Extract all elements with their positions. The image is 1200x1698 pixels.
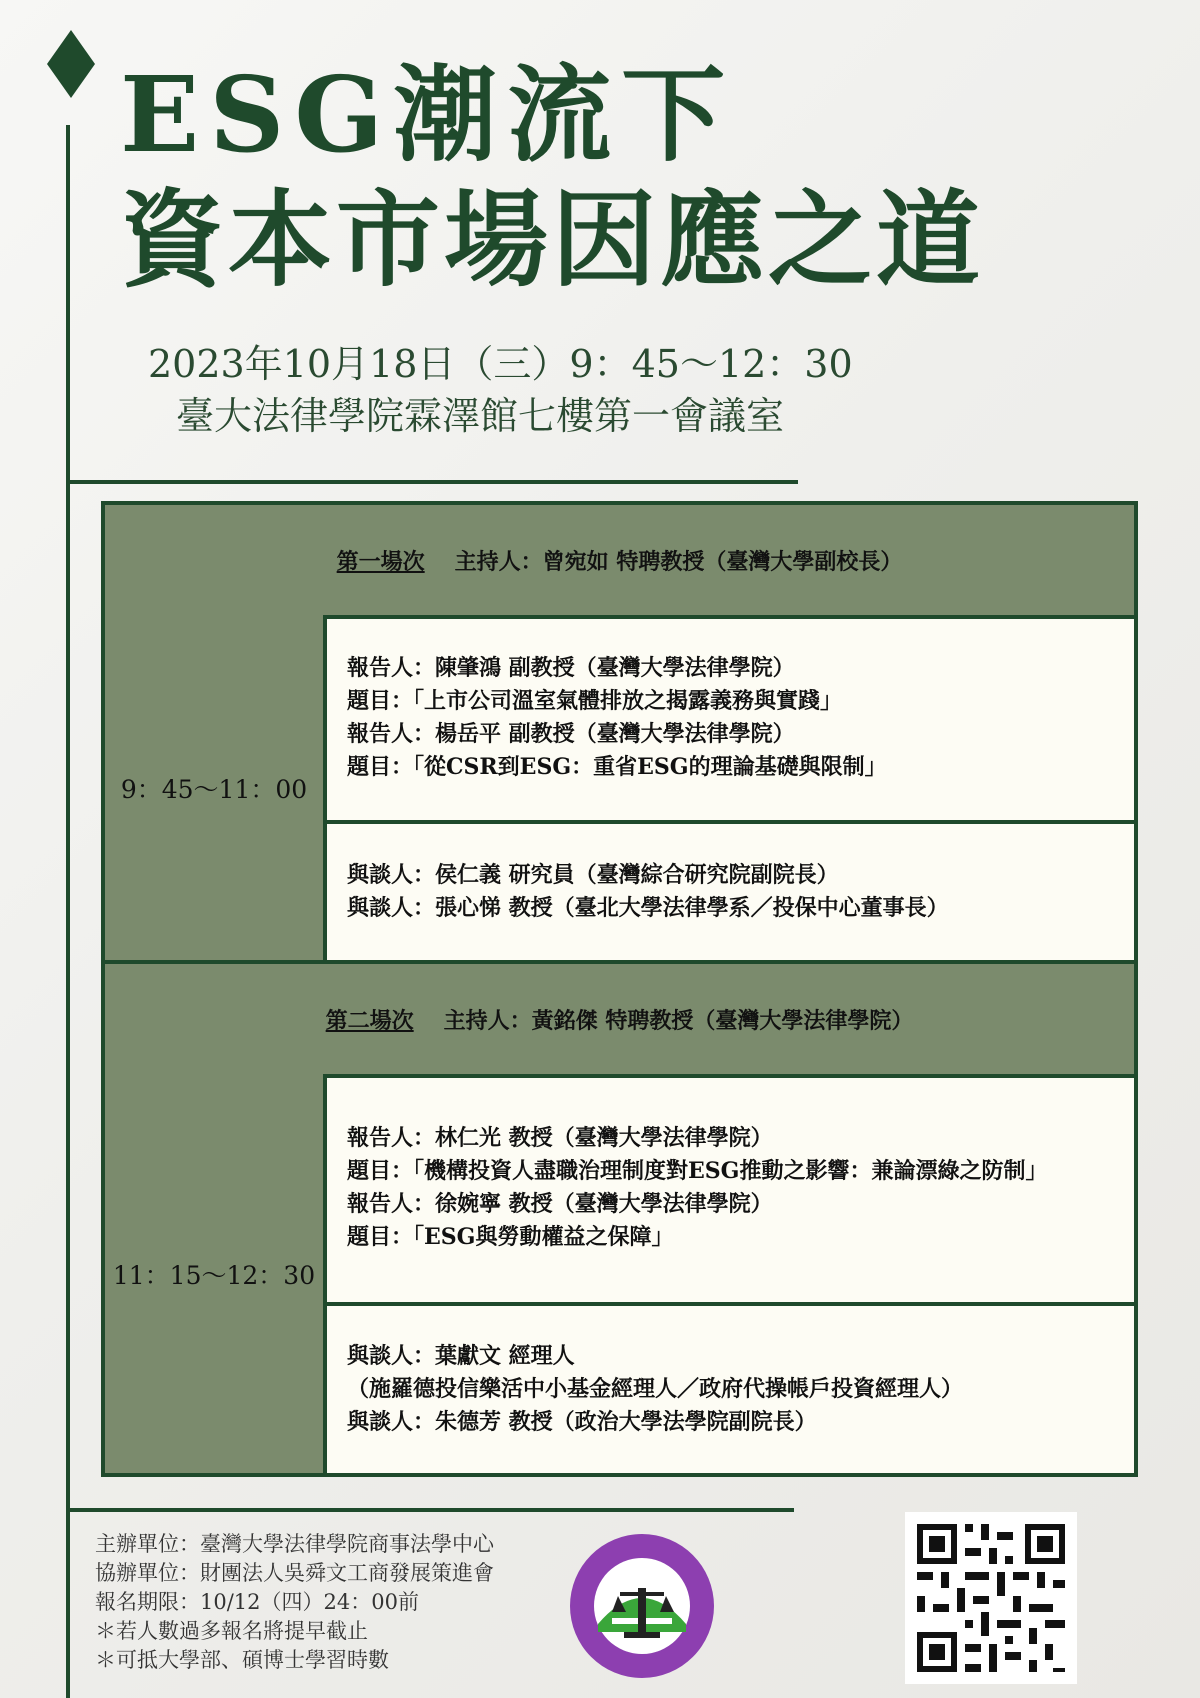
report-line: 報告人：徐婉寧 教授（臺灣大學法律學院） — [347, 1191, 773, 1217]
registration-qr-code[interactable] — [905, 1512, 1077, 1684]
horizontal-rule-bottom — [70, 1508, 794, 1512]
session-1-header — [105, 505, 1134, 619]
report-line: 題目：「機構投資人盡職治理制度對ESG推動之影響：兼論漂綠之防制」 — [347, 1158, 1048, 1184]
vertical-rule — [66, 125, 70, 1698]
panel-line: （施羅德投信樂活中小基金經理人／政府代操帳戶投資經理人） — [347, 1376, 964, 1402]
note-line: ＊可抵大學部、碩博士學習時數 — [95, 1648, 389, 1672]
event-venue: 臺大法律學院霖澤館七樓第一會議室 — [176, 394, 785, 438]
report-line: 報告人：林仁光 教授（臺灣大學法律學院） — [347, 1125, 773, 1151]
horizontal-rule-top — [70, 480, 798, 484]
co-organizer-line: 協辦單位：財團法人吳舜文工商發展策進會 — [95, 1561, 494, 1585]
session-1-reports — [327, 615, 1134, 824]
panel-line: 與談人：葉獻文 經理人 — [347, 1343, 575, 1369]
report-line: 報告人：楊岳平 副教授（臺灣大學法律學院） — [347, 720, 795, 747]
panel-line: 與談人：侯仁義 研究員（臺灣綜合研究院副院長） — [347, 862, 839, 888]
schedule-table — [101, 501, 1138, 1477]
registration-deadline: 報名期限：10/12（四）24：00前 — [95, 1590, 419, 1614]
session-1-host: 主持人：曾宛如 特聘教授（臺灣大學副校長） — [454, 548, 903, 575]
report-line: 題目：「ESG與勞動權益之保障」 — [347, 1224, 674, 1250]
title-line-2: 資本市場因應之道 — [120, 178, 985, 301]
session-1-panel — [327, 824, 1134, 964]
report-line: 題目：「從CSR到ESG：重省ESG的理論基礎與限制」 — [347, 753, 887, 780]
organizer-info — [95, 1530, 494, 1675]
session-2-label: 第二場次 — [325, 1007, 414, 1034]
panel-line: 與談人：朱德芳 教授（政治大學法學院副院長） — [347, 1409, 817, 1435]
session-2-header — [105, 964, 1134, 1078]
report-line: 報告人：陳肇鴻 副教授（臺灣大學法律學院） — [347, 654, 795, 681]
title-line-1: ESG潮流下 — [120, 53, 736, 176]
session-1-label: 第一場次 — [336, 548, 425, 575]
panel-line: 與談人：張心悌 教授（臺北大學法律學系／投保中心董事長） — [347, 895, 949, 921]
session-2-panel — [327, 1306, 1134, 1473]
diamond-ornament-icon — [47, 30, 95, 98]
event-date: 2023年10月18日（三）9：45～12：30 — [148, 342, 853, 386]
note-line: ＊若人數過多報名將提早截止 — [95, 1619, 368, 1643]
college-seal-logo — [568, 1532, 716, 1680]
session-2-reports — [327, 1074, 1134, 1306]
session-2-time: 11：15～12：30 — [105, 1074, 327, 1473]
session-2-host: 主持人：黃銘傑 特聘教授（臺灣大學法律學院） — [443, 1007, 914, 1034]
report-line: 題目：「上市公司溫室氣體排放之揭露義務與實踐」 — [347, 687, 843, 714]
session-1-time: 9：45～11：00 — [105, 615, 327, 964]
organizer-line: 主辦單位：臺灣大學法律學院商事法學中心 — [95, 1532, 494, 1556]
